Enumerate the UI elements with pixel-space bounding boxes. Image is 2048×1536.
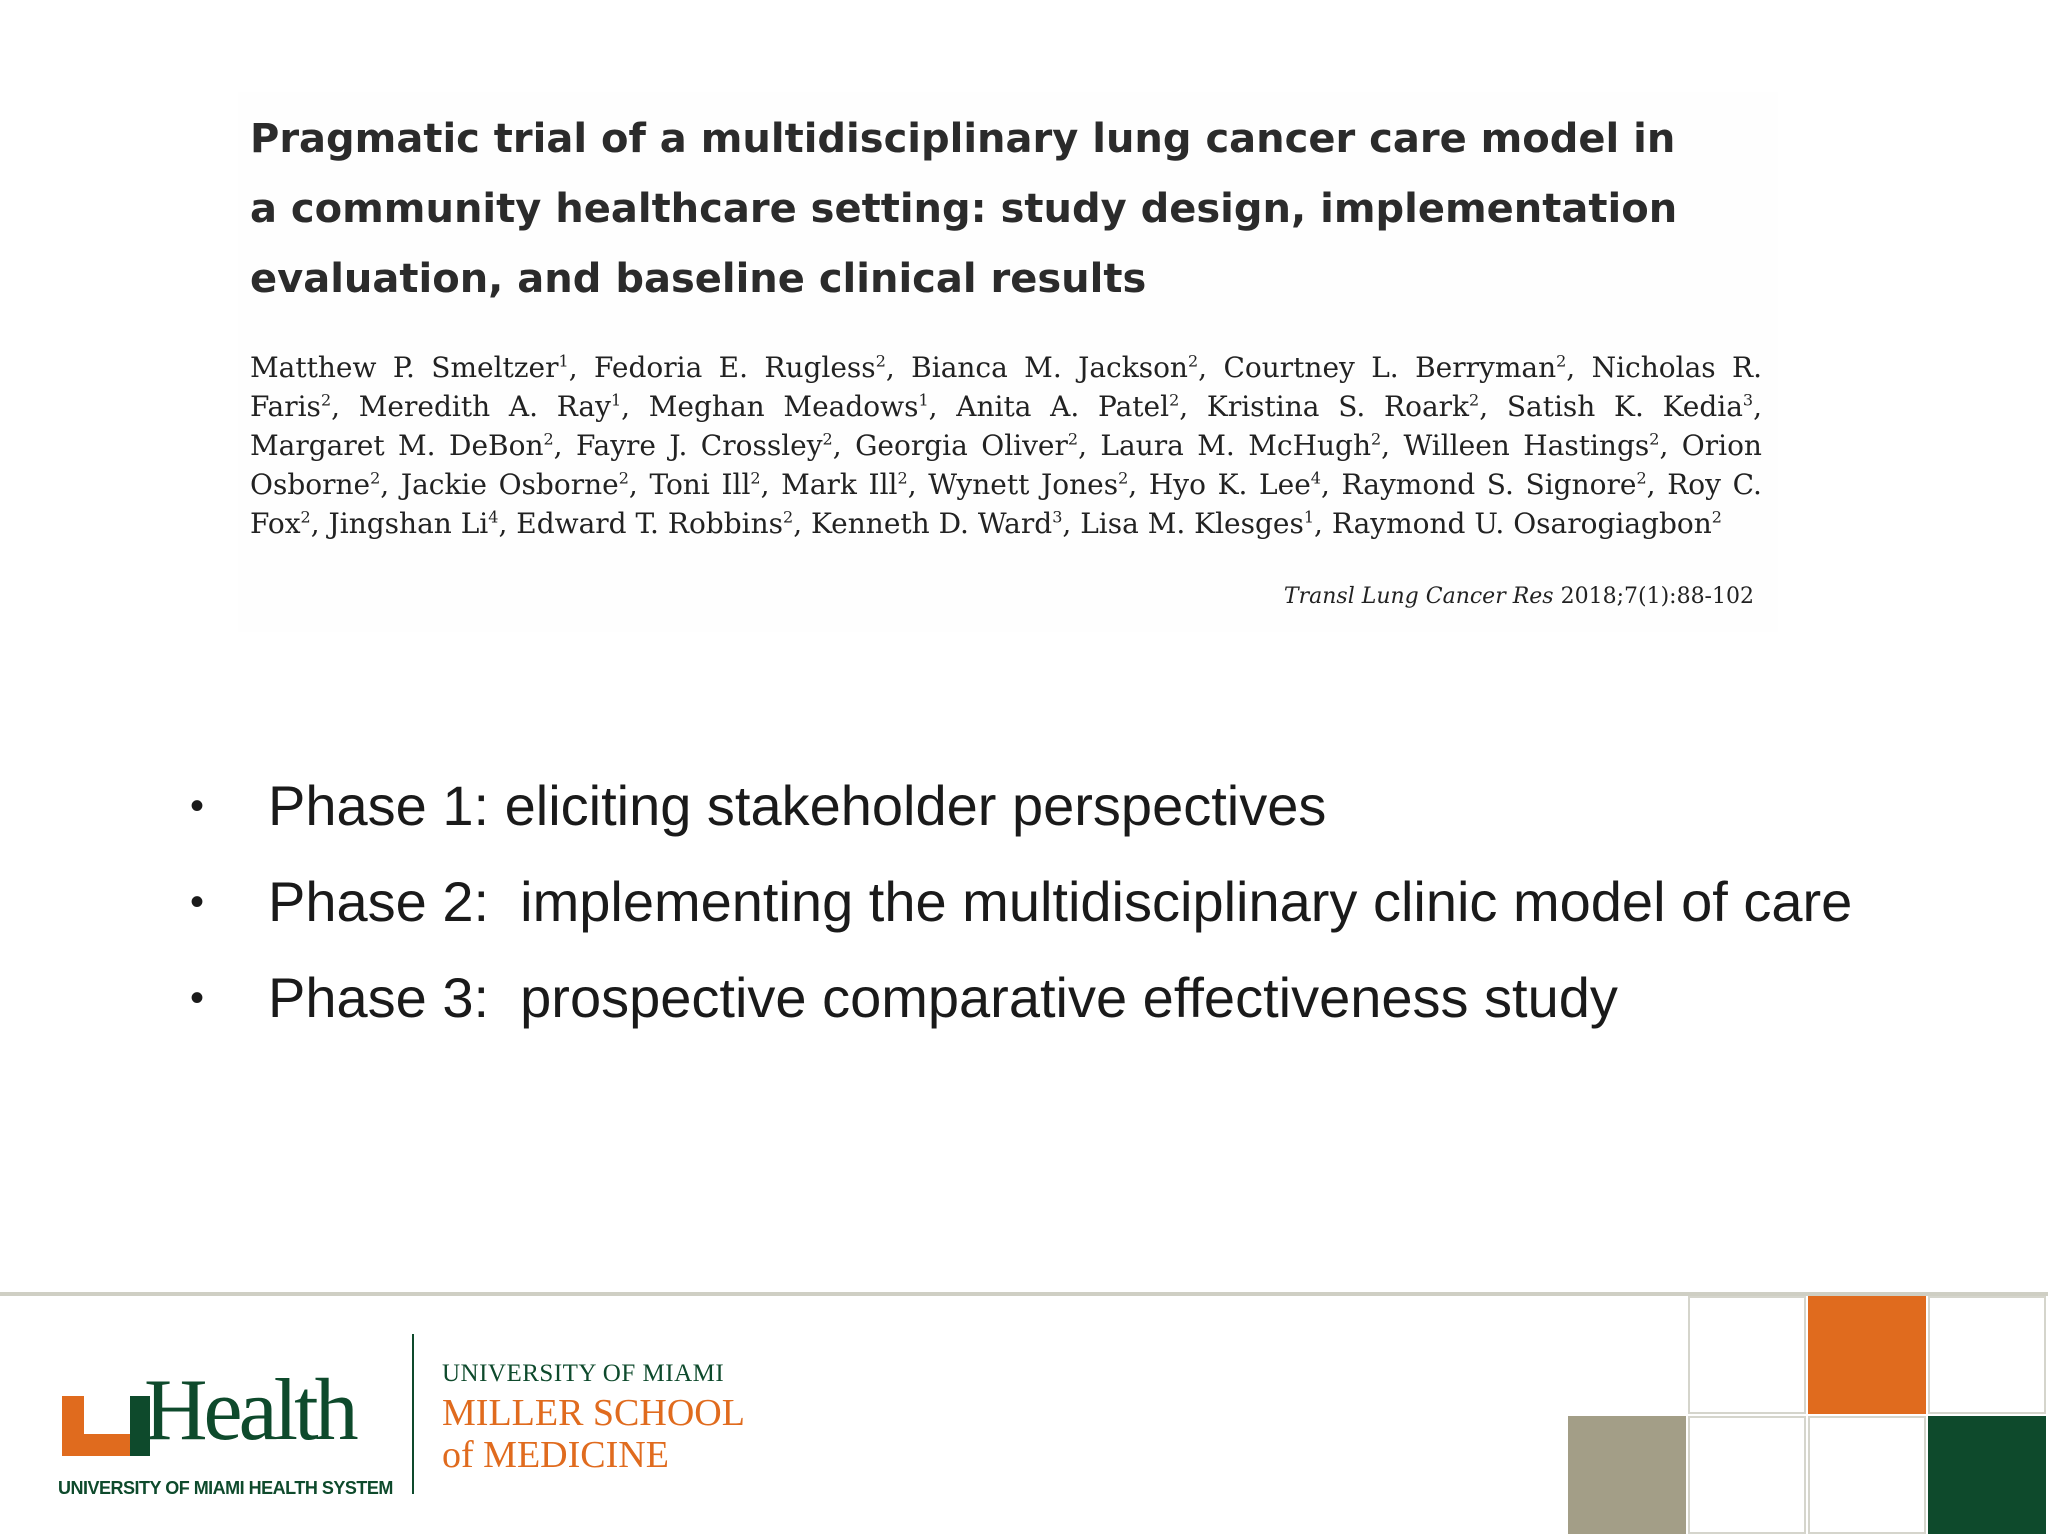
- author-affiliation: 2: [897, 468, 908, 488]
- uhealth-mark: [58, 1356, 393, 1498]
- author-affiliation: 2: [1370, 429, 1382, 449]
- paper-title-line: a community healthcare setting: study design, implementation: [250, 186, 1678, 232]
- author-name: Orion Osborne: [250, 429, 1762, 501]
- author-name: Roy C. Fox: [250, 468, 1762, 540]
- citation: [1284, 584, 1754, 609]
- author-affiliation: 2: [300, 507, 311, 527]
- author-name: Bianca M. Jackson: [911, 351, 1188, 384]
- phase-text: Phase 1: eliciting stakeholder perspectives: [268, 774, 1327, 837]
- author-name: Satish K. Kedia: [1506, 390, 1743, 423]
- author-name: Edward T. Robbins: [516, 507, 784, 540]
- author-name: Hyo K. Lee: [1148, 468, 1311, 501]
- bullet-icon: •: [190, 880, 205, 924]
- bullet-icon: •: [190, 784, 205, 828]
- author-affiliation: 2: [320, 390, 332, 410]
- author-affiliation: 2: [750, 468, 761, 488]
- phase-list: [190, 770, 1853, 1058]
- author-affiliation: 2: [822, 429, 833, 449]
- miller-school-logo: [442, 1360, 745, 1476]
- author-name: Kristina S. Roark: [1206, 390, 1469, 423]
- author-name: Raymond U. Osarogiagbon: [1331, 507, 1712, 540]
- uhealth-logo: [58, 1326, 768, 1496]
- citation-journal: Transl Lung Cancer Res: [1283, 584, 1554, 609]
- school-name-line2: of MEDICINE: [442, 1434, 669, 1476]
- author-affiliation: 3: [1052, 507, 1063, 527]
- paper-title-line: evaluation, and baseline clinical results: [250, 256, 1147, 302]
- author-name: Kenneth D. Ward: [811, 507, 1053, 540]
- author-affiliation: 2: [1636, 468, 1647, 488]
- author-name: Wynett Jones: [928, 468, 1119, 501]
- university-name: UNIVERSITY OF MIAMI: [442, 1360, 725, 1387]
- author-name: Mark Ill: [781, 468, 898, 501]
- author-name: Meghan Meadows: [648, 390, 919, 423]
- author-affiliation: 2: [618, 468, 629, 488]
- phase-item: [190, 962, 1618, 1058]
- author-name: Fayre J. Crossley: [576, 429, 823, 462]
- author-list: Matthew P. Smeltzer$^1$, Fedoria E. Rugless$^2$, Bianca M. Jackson$^2$, Courtney L. Berryman$^2$, Nicholas R. Faris$^2$, Meredith A. Ray$^1$, Meghan Meadows$^1$, Anita A. Patel$^2$, Kristina S. Roark$^2$, Satish K. Kedia$^3$, Margaret M. DeBon$^2$, Fayre J. Crossley$^2$, Georgia Oliver$^2$, Laura M. McHugh$^2$, Willeen Hastings$^2$, Orion Osborne$^2$, Jackie Osborne$^2$, Toni Ill$^2$, Mark Ill$^2$, Wynett Jones$^2$, Hyo K. Lee$^4$, Raymond S. Signore$^2$, Roy C. Fox$^2$, Jingshan Li$^4$, Edward T. Robbins$^2$, Kenneth D. Ward$^3$, Lisa M. Klesges$^1$, Raymond U. Osarogiagbon$^2$: [250, 351, 1763, 540]
- author-name: Lisa M. Klesges: [1080, 507, 1304, 540]
- author-affiliation: 2: [1169, 390, 1180, 410]
- deco-square: [1688, 1296, 1806, 1414]
- citation-ref: 2018;7(1):88-102: [1560, 584, 1754, 609]
- author-name: Jingshan Li: [328, 507, 489, 540]
- author-name: Willeen Hastings: [1403, 429, 1650, 462]
- author-affiliation: 2: [370, 468, 381, 488]
- author-affiliation: 2: [1187, 351, 1199, 371]
- author-name: Georgia Oliver: [855, 429, 1068, 462]
- paper-title: [250, 104, 1750, 314]
- phase-text: Phase 3: prospective comparative effectiveness study: [268, 966, 1618, 1029]
- author-affiliation: 2: [783, 507, 794, 527]
- phase-item: [190, 770, 1327, 866]
- author-name: Jackie Osborne: [400, 468, 619, 501]
- author-name: Margaret M. DeBon: [250, 429, 544, 462]
- paper-title-line: Pragmatic trial of a multidisciplinary lung cancer care model in: [250, 116, 1676, 162]
- deco-square-taupe: [1568, 1416, 1686, 1534]
- author-affiliation: 2: [1556, 351, 1567, 371]
- author-affiliation: 1: [1303, 507, 1315, 527]
- author-affiliation: 2: [1711, 507, 1722, 527]
- deco-square: [1808, 1416, 1926, 1534]
- deco-square: [1688, 1416, 1806, 1534]
- author-affiliation: 4: [1310, 468, 1321, 488]
- phase-text: Phase 2: implementing the multidisciplinary clinic model of care: [268, 870, 1853, 933]
- author-affiliation: 2: [875, 351, 886, 371]
- author-name: Fedoria E. Rugless: [593, 351, 876, 384]
- author-name: Courtney L. Berryman: [1223, 351, 1557, 384]
- author-name: Laura M. McHugh: [1100, 429, 1371, 462]
- deco-square-green: [1928, 1416, 2046, 1534]
- author-affiliation: 2: [1469, 390, 1480, 410]
- school-name-line1: MILLER SCHOOL: [442, 1392, 745, 1434]
- author-affiliation: 1: [558, 351, 569, 371]
- health-wordmark: Health: [144, 1362, 355, 1459]
- author-affiliation: 2: [543, 429, 554, 449]
- health-system-name: UNIVERSITY OF MIAMI HEALTH SYSTEM: [58, 1478, 393, 1498]
- deco-square: [1928, 1296, 2046, 1414]
- author-affiliation: 4: [488, 507, 499, 527]
- phase-item: [190, 866, 1853, 962]
- author-affiliation: 1: [610, 390, 622, 410]
- author-affiliation: 1: [918, 390, 929, 410]
- bullet-icon: •: [190, 976, 205, 1020]
- author-affiliation: 3: [1742, 390, 1754, 410]
- deco-square-orange: [1808, 1296, 1926, 1414]
- author-name: Meredith A. Ray: [358, 390, 611, 423]
- u-logo-icon: [58, 1396, 134, 1458]
- logo-divider: [412, 1334, 414, 1494]
- author-affiliation: 2: [1118, 468, 1129, 488]
- author-name: Anita A. Patel: [956, 390, 1170, 423]
- author-affiliation: 2: [1649, 429, 1660, 449]
- author-name: Nicholas R. Faris: [250, 351, 1763, 423]
- author-name: Toni Ill: [649, 468, 751, 501]
- decorative-squares: [1568, 1296, 2048, 1536]
- author-affiliation: 2: [1067, 429, 1079, 449]
- author-name: Raymond S. Signore: [1341, 468, 1637, 501]
- author-name: Matthew P. Smeltzer: [250, 351, 559, 384]
